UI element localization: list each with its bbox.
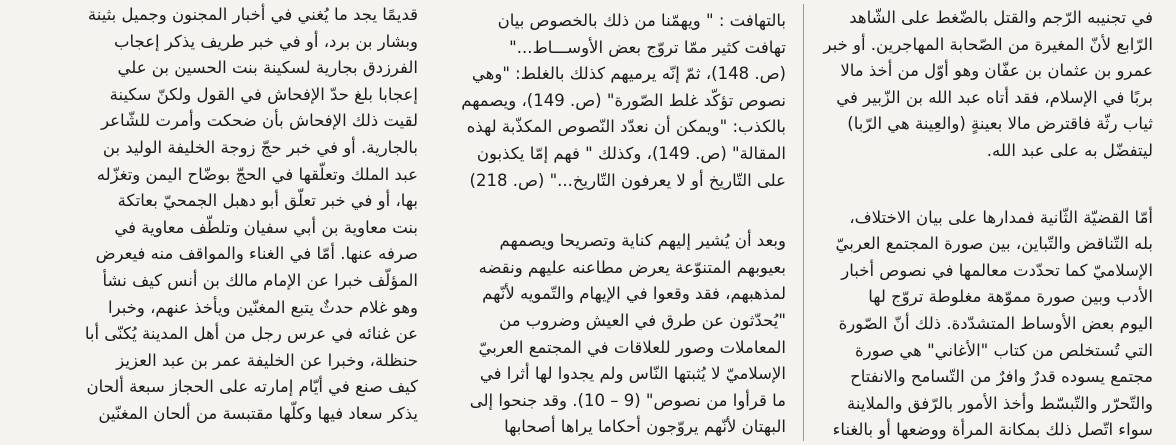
text-line: حنظلة، وخبرا عن الخليفة عمر بن عبد العزيز	[116, 350, 418, 370]
text-line: وهو غلام حدثٌ يتبع المغنّين ويأخذ عنهم، وخبرا	[108, 297, 418, 317]
text-line: ما قرأوا من نصوص" (9 – 10). وقد جنحوا إلى	[469, 390, 786, 410]
text-line: يذكر سعاد فيها وكلّها مقتبسة من ألحان المغنّين	[98, 403, 418, 423]
text-line: بالتهافت : " ويهمّنا من ذلك بالخصوص بيان	[497, 11, 786, 30]
left-paragraph	[78, 2, 418, 428]
column-left	[78, 0, 418, 445]
text-line: عبد الملك وتعلّقها في الحجّ بوضّاح اليمن وتغزّله	[96, 164, 418, 184]
paragraph-gap	[446, 194, 786, 228]
column-right	[817, 0, 1153, 445]
text-line: المعاملات وصور للعلاقات في المجتمع العربيّ	[478, 337, 786, 357]
text-line: الفرزدق بجارية لسكينة بنت الحسين بن علي	[117, 58, 418, 78]
text-line: بربًا في الإسلام، فقد أتاه عبد الله بن الزّبير في	[836, 87, 1153, 107]
column-divider	[803, 4, 804, 441]
paragraph-gap	[817, 165, 1153, 205]
text-line: ثياب رثّة فاقترض مالا بعينةٍ (والعِينة هي الرّبا)	[847, 114, 1153, 134]
text-line: لقيت ذلك الإفحاش بأن ضحكت وأمرت للشّاعر	[101, 111, 418, 131]
text-line: بله التّناقض والتّباين، بين صورة المجتمع العربيّ	[835, 234, 1153, 254]
text-line: بالكذب: "ويمكن أن نعدّد النّصوص المكذّبة لهذه	[466, 117, 786, 137]
text-line: المقالة" (ص. 149)، وكذلك " فهم إمّا يكذبون	[476, 143, 786, 163]
text-line: لمذهبهم، فقد وقعوا في الإيهام والتّمويه لأنّهم	[482, 284, 786, 304]
right-bottom-paragraph	[817, 205, 1153, 444]
text-line: إعجابا بلغ حدّ الإفحاش في القول ولكنّ سكينة	[109, 84, 418, 104]
text-line: تهافت كثير ممّا تروّج بعض الأوســـاط..."	[509, 37, 786, 57]
text-line: عن غنائه في عرس رجل من أهل المدينة يُكنّى أبا	[84, 324, 418, 344]
text-line: صرفه عنها. أمّا في الغناء والمواقف منه فيعرض	[95, 244, 418, 264]
text-line: الرّابع لأنّ المغيرة من الصّحابة المهاجرين. أو خبر	[823, 34, 1153, 54]
text-line: بالجارية. أو في خبر حجّ زوجة الخليفة الوليد بن	[102, 137, 418, 157]
text-line: نصوص تؤكّد غلط الصّورة" (ص. 149)، ويصمهم	[461, 90, 786, 110]
text-line: سواء اتّصل ذلك بمكانة المرأة ووضعها أو بالغناء	[832, 420, 1153, 440]
text-line: المؤلّف خبرا عن الإمام مالك بن أنس كيف نشأ	[102, 270, 418, 290]
text-line: التي تُستخلص من كتاب "الأغاني" هي صورة	[855, 340, 1153, 360]
text-line: اليوم بعض الأوساط المتشدّدة. ذلك أنّ الصّورة	[838, 313, 1153, 333]
text-line: مجتمع يسوده قدرٌ وافرٌ من التّسامح والانفتاح	[850, 367, 1153, 387]
text-line: "يُحدّثون عن طرق في العيش وضروب من	[499, 310, 786, 330]
text-line: الأدب وبين صورة مموّهة مغلوطة تروّج لها	[868, 287, 1153, 307]
text-line: قديمًا يجد ما يُغني في أخبار المجنون وجميل بثينة	[87, 5, 418, 24]
middle-bottom-paragraph	[446, 228, 786, 441]
right-top-paragraph	[817, 5, 1153, 165]
text-line: الإسلاميّ كما تحدّدت معالمها في نصوص أخبار	[841, 260, 1153, 280]
text-line: أمّا القضيّة الثّانية فمدارها على بيان الاختلاف،	[849, 207, 1153, 227]
text-line: ليتفضّل به على عبد الله.	[986, 140, 1153, 160]
middle-top-paragraph	[446, 8, 786, 194]
text-line: الإسلاميّ لا يُثبتها النّاس ولم يجدوا لها أثرا في	[479, 364, 786, 384]
column-middle	[446, 0, 786, 445]
text-line: في تجنيبه الرّجم والقتل بالضّغط على الشّاهد	[849, 8, 1153, 27]
text-line: بنت معاوية بن أبي سفيان وتلطّف معاوية في	[114, 217, 418, 237]
text-line: وبشار بن برد، أو في خبر طريف يذكر إعجاب	[114, 31, 418, 51]
text-line: عمرو بن عثمان بن عفّان وهو أوّل من أخذ مالا	[840, 61, 1153, 81]
text-line: والتّحرّر والتّبسّط وأخذ الأمور بالرّفق والملاينة	[847, 393, 1153, 413]
text-line: على التّاريخ أو لا يعرفون التّاريخ..." (ص. 218)	[469, 170, 786, 190]
text-line: كيف صنع في أيّام إمارته على الحجاز سبعة ألحان	[86, 377, 418, 397]
text-line: بعيوبهم المتنوّعة يعرض مطاعنه عليهم ونقضه	[478, 257, 786, 277]
text-line: وبعد أن يُشير إليهم كناية وتصريحا ويصمهم	[499, 231, 786, 251]
text-line: بها، أو في خبر تعلّق أبو دهبل الجمحيّ بعاتكة	[117, 191, 418, 211]
text-line: البهتان لأنّهم يروّجون أحكاما يراها أصحابها	[504, 417, 786, 437]
text-line: (ص. 148)، ثمّ إنّه يرميهم كذلك بالغلط: "وهي	[471, 64, 786, 84]
